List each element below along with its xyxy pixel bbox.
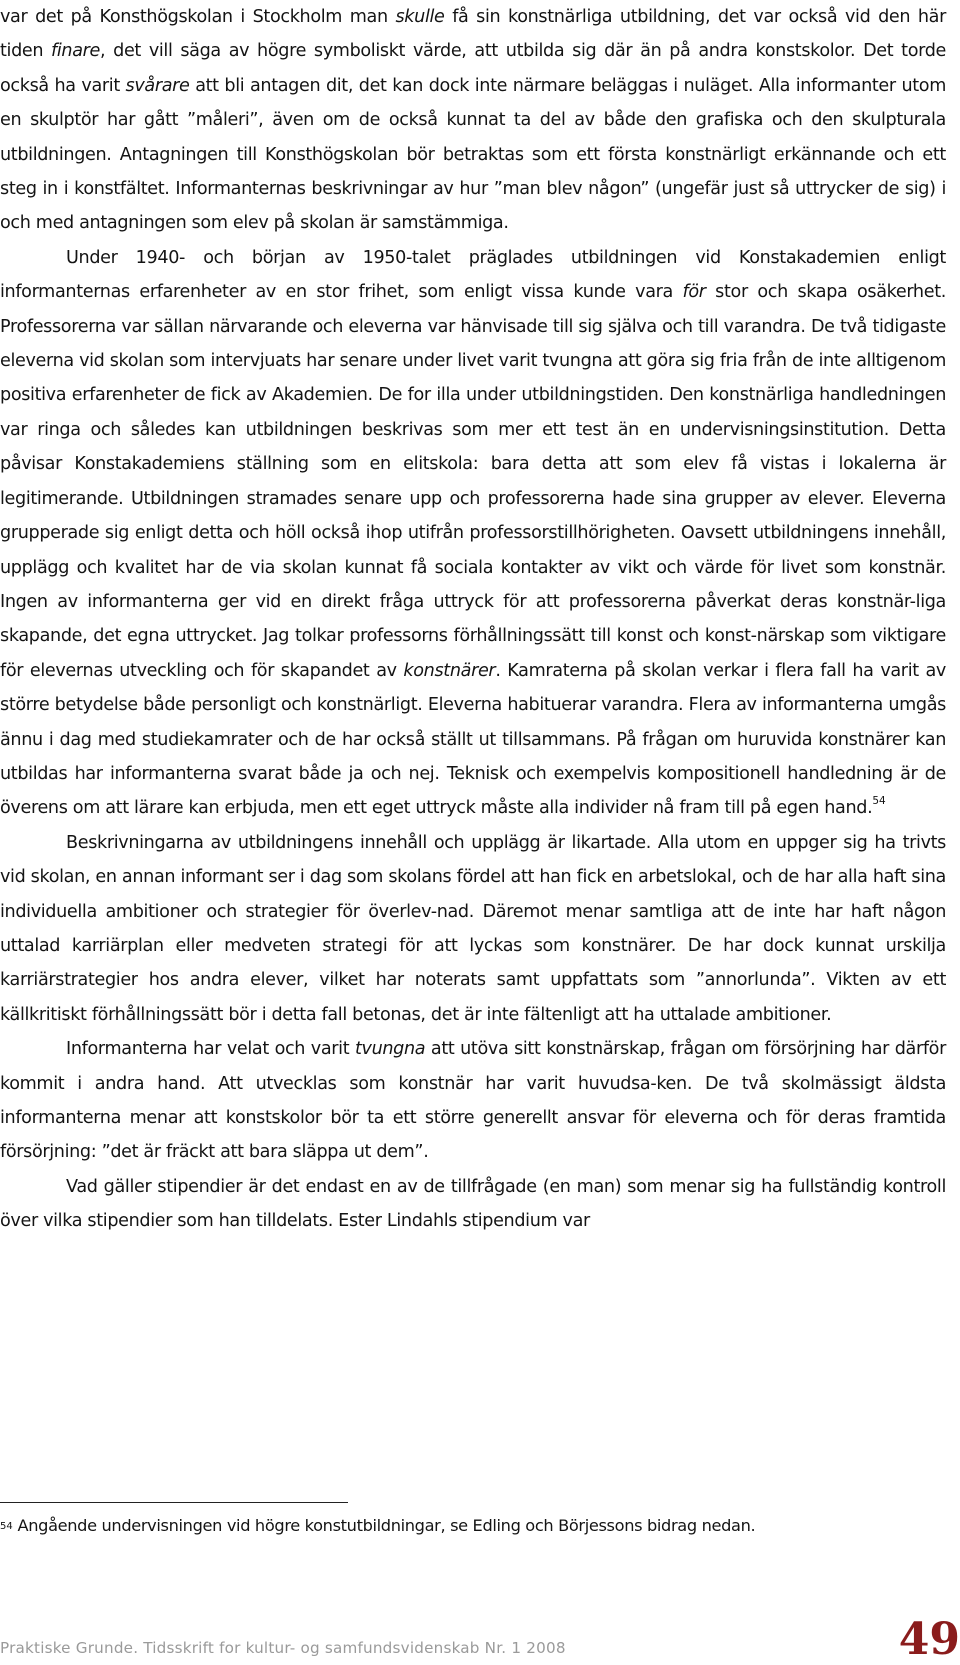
footnote	[0, 1513, 946, 1539]
text-run: stor och skapa osäkerhet. Professorerna var sällan närvarande och eleverna var hänvisade till sig själva och till varandra. De två tidigaste eleverna vid skolan som intervjuats har senare under livet varit tvungna att göra sig fria från de inte alltigenom positiva erfarenheter de fick av Akademien. De for illa under utbildningstiden. Den konstnärliga handledningen var ringa och således kan utbildningen beskrivas som mer ett test än en undervisningsinstitution. Detta påvisar Konstakademiens ställning som en elitskola: bara detta att som elev få vistas i lokalerna är legitimerande. Utbildningen stramades senare upp och professorerna hade sina grupper av elever. Eleverna grupperade sig enligt detta och höll också ihop utifrån professorstillhörigheten. Oavsett utbildningens innehåll, upplägg och kvalitet har de via skolan kunnat få sociala kontakter av vikt och värde för livet som konstnär. Ingen av informanterna ger vid en direkt fråga uttryck för att professorerna påverkat deras konstnär-liga skapande, det egna uttrycket. Jag tolkar professorns förhållningssätt till konst och konst-närskap som viktigare för elevernas utveckling och för skapandet av	[0, 282, 947, 681]
text-run: att bli antagen dit, det kan dock inte närmare beläggas i nuläget. Alla informanter utom en skulptör har gått ”måleri”, även om de också kunnat ta del av både den grafiska och den skulpturala utbildningen. Antagningen till Konsthögskolan bör betraktas som ett första konstnärligt erkännande och ett steg in i konstfältet. Informanternas beskrivningar av hur ”man blev någon” (ungefär just så uttrycker de sig) i och med antagningen som elev på skolan är samstämmiga.	[0, 75, 947, 234]
text-run: att utöva sitt konstnärskap, frågan om försörjning har därför kommit i andra hand. Att utvecklas som konstnär har varit huvudsa-ken. De två skolmässigt äldsta informanterna menar att konstskolor bör ta ett större generellt ansvar för eleverna och för deras framtida försörjning: ”det är fräckt att bara släppa ut dem”.	[0, 1039, 946, 1163]
text-run: Under 1940- och början av 1950-talet präglades utbildningen vid Konstakademien enligt informanternas erfarenheter av en stor frihet, som enligt vissa kunde vara	[0, 247, 946, 303]
footnote-number: 54	[0, 1521, 13, 1532]
paragraph	[0, 0, 946, 241]
text-run: . Kamraterna på skolan verkar i flera fall ha varit av större betydelse både personligt och konstnärligt. Eleverna habituerar varandra. Flera av informanterna umgås ännu i dag med studiekamrater och de har också ställt ut tillsammans. På frågan om huruvida konstnärer kan utbildas har informanterna svarat både ja och nej. Teknisk och exempelvis kompositionell handledning är de överens om att lärare kan erbjuda, men ett eget uttryck måste alla individer nå fram till på egen hand.	[0, 660, 946, 819]
page-number: 49	[898, 1614, 960, 1665]
footnote-separator	[0, 1502, 348, 1503]
paragraph	[0, 1032, 946, 1170]
text-run: , det vill säga av högre symboliskt värde, att utbilda sig där än på andra konstskolor. Det torde också ha varit	[0, 41, 946, 96]
text-run: Informanterna har velat och varit	[66, 1039, 355, 1060]
journal-citation: Praktiske Grunde. Tidsskrift for kultur- og samfundsvidenskab Nr. 1 2008	[0, 1639, 566, 1657]
emphasis: skulle	[395, 7, 445, 27]
emphasis: för	[682, 282, 706, 303]
text-run: få sin konstnärliga utbildning, det var också vid den här tiden	[0, 7, 946, 62]
paragraph	[0, 1170, 946, 1239]
emphasis: konstnärer	[403, 660, 496, 681]
text-run: Vad gäller stipendier är det endast en av de tillfrågade (en man) som menar sig ha fullständig kontroll över vilka stipendier som han tilldelats. Ester Lindahls stipendium var	[0, 1176, 946, 1232]
text-run: Beskrivningarna av utbildningens innehåll och upplägg är likartade. Alla utom en uppger sig ha trivts vid skolan, en annan informant ser i dag som skolans fördel att han fick en arbetslokal, och de har alla haft sina individuella ambitioner och strategier för överlev-nad. Däremot menar samtliga att de inte har haft någon uttalad karriärplan eller medveten strategi för att lyckas som konstnärer. De har dock kunnat urskilja karriärstrategier hos andra elever, vilket har noterats samt uppfattats som ”annorlunda”. Vikten av ett källkritiskt förhållningssätt bör i detta fall betonas, det är inte fältenligt att ha uttalade ambitioner.	[0, 832, 946, 1025]
emphasis: tvungna	[354, 1039, 426, 1060]
text-run: var det på Konsthögskolan i Stockholm man	[0, 7, 396, 27]
footnote-reference: 54	[872, 795, 886, 808]
emphasis: finare	[51, 41, 101, 62]
paragraph	[0, 826, 946, 1032]
page-footer	[0, 1614, 960, 1665]
footnote-text: Angående undervisningen vid högre konstutbildningar, se Edling och Börjessons bidrag nedan.	[12, 1516, 756, 1535]
emphasis: svårare	[125, 75, 190, 96]
paragraph	[0, 241, 946, 826]
